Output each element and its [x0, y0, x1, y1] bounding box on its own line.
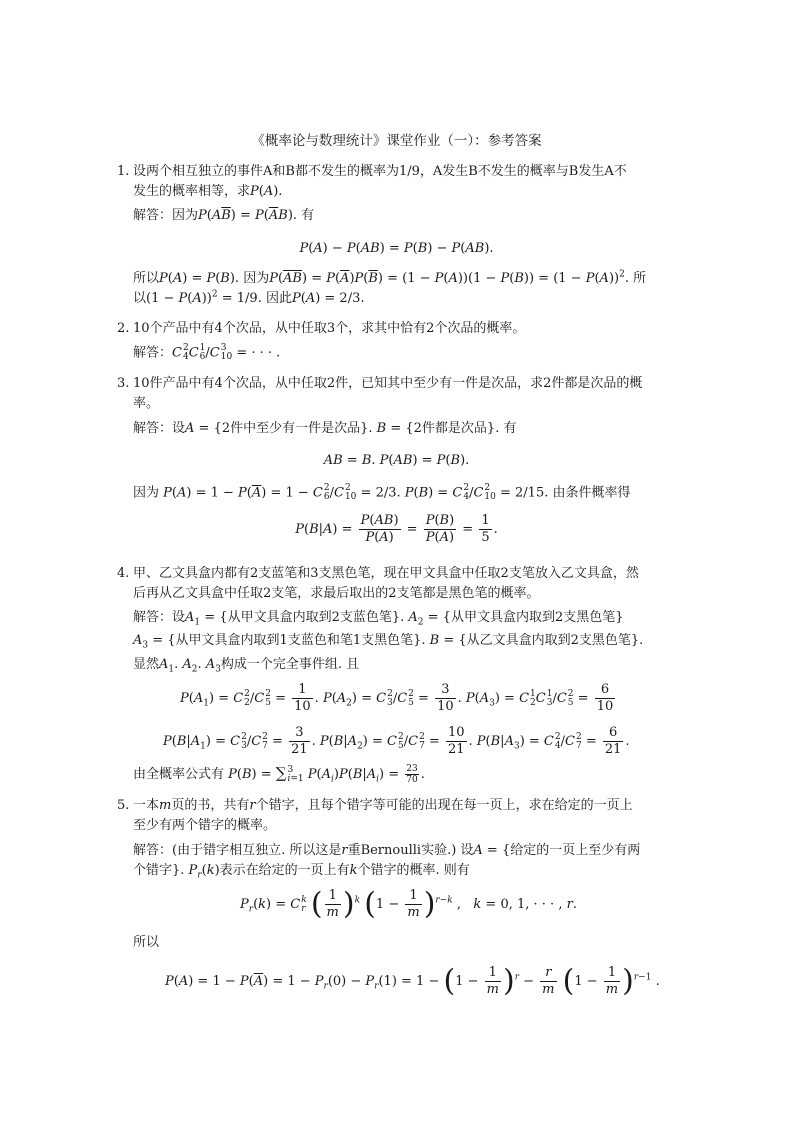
problem-3-number: 3.	[117, 376, 130, 391]
problem-1-answer-line-1: 所以P(A) = P(B). 因为$P(\overline{A}\overline{B}) = P(\overline{A})P(\overline{B}) = (1 - P(A))(1 - P(B)) = (1 - P(A))^2$. 所	[133, 269, 647, 286]
problem-4-answer-line-1: $A_3$ = {从甲文具盒内取到1支蓝色和笔1支黑色笔}. B = {从乙文具盒内取到2支黑色笔}.	[133, 633, 644, 651]
problem-3-display-equation: AB = B. P(AB) = P(B).	[323, 453, 470, 468]
problem-3-display-equation-2: P(B|A) = $\frac{P(AB)}{P(A)}$ = $\frac{P(B)}{P(A)}$ = $\frac{1}{5}$ .	[295, 513, 498, 545]
problem-3-question-line-2: 率。	[133, 396, 160, 411]
problem-4-answer-line-2: 显然$A_1$. $A_2$. $A_3$构成一个完全事件组. 且	[133, 657, 360, 675]
problem-3-question-line-1: 10件产品中有4个次品，从中任取2件，已知其中至少有一件是次品，求2件都是次品的概	[133, 376, 643, 391]
problem-4-conclusion: 由全概率公式有 P(B) = ∑ 3 i=1 $P(A_i)P(B|A_i)$ = $\frac{23}{70}$ .	[133, 764, 425, 785]
problem-1-display-equation: P(A) − P(AB) = P(B) − P(AB).	[299, 241, 494, 256]
problem-5-answer-line-1: 个错字}. $P_r(k)$表示在给定的一页上有k个错字的概率. 则有	[133, 863, 470, 881]
problem-5-question-line-2: 至少有两个错字的概率。	[133, 818, 277, 833]
problem-3-answer-intro: 解答：设A = {2件中至少有一件是次品}. B = {2件都是次品}. 有	[133, 421, 517, 436]
problem-3-answer-line-1: 因为 $P(A) = 1 - P(\overline{A}) = 1 - C$ 2 6 /C 2 10 = 2/3. P(B) = C 2 4 /C 2 10 = 2/15. 由条件概率得	[133, 483, 631, 502]
problem-1-answer-line-2: 以$(1 - P(A))^2 = 1/9$. 因此P(A) = 2/3.	[133, 289, 365, 306]
problem-5-display-equation-2: $P(A) = 1 - P(\overline{A}) = 1 - P_r(0) - P_r(1) = 1 - (1$ − $\frac{1}{m}$ )$^r$ − $\frac{r}{m}$ (1 − $\frac{1}{m}$ )$^{r-1}$ .	[165, 963, 660, 999]
problem-5-answer-intro: 解答：(由于错字相互独立. 所以这是r重Bernoulli实验.) 设A = {给定的一页上至少有两	[133, 843, 641, 858]
problem-2-question-line-1: 10个产品中有4个次品，从中任取3个，求其中恰有2个次品的概率。	[133, 321, 526, 336]
problem-4-display-equation: $P(A_1) = C$ 2 2 /C 2 5 = $\frac{1}{10}$ . $P(A_2) = C$ 2 3 /C 2 5 = $\frac{3}{10}$ . $P(A_3) = C$ 1 2 C 1 3 /C 2 5 = $\frac{6}{10}$	[180, 682, 614, 714]
problem-5-number: 5.	[117, 798, 130, 813]
problem-4-answer-intro: 解答：设$A_1$ = {从甲文具盒内取到2支蓝色笔}. $A_2$ = {从甲文具盒内取到2支黑色笔}	[133, 610, 624, 628]
problem-4-question-line-1: 甲、乙文具盒内都有2支蓝笔和3支黑色笔，现在甲文具盒中任取2支笔放入乙文具盒，然	[133, 566, 639, 581]
problem-5-display-equation: $P_r(k) = C$ k r ( $\frac{1}{m}$ )$^k$ (1 − $\frac{1}{m}$ )$^{r-k}$ , k = 0, 1, · · · , r.	[240, 886, 577, 922]
problem-1-question-line-2: 发生的概率相等，求P(A).	[133, 184, 283, 199]
problem-5-question-line-1: 一本m页的书，共有r个错字，且每个错字等可能的出现在每一页上，求在给定的一页上	[133, 798, 633, 813]
document-title: 《概率论与数理统计》课堂作业（一）：参考答案	[251, 133, 542, 149]
problem-2-number: 2.	[117, 321, 130, 336]
problem-4-display-equation-2: $P(B|A_1) = C$ 2 3 /C 2 7 = $\frac{3}{21}$ . $P(B|A_2) = C$ 2 5 /C 2 7 = $\frac{10}{21}$ . $P(B|A_3) = C$ 2 4 /C 2 7 = $\frac{6}{21}$ .	[163, 725, 630, 757]
problem-4-number: 4.	[117, 566, 130, 581]
problem-4-question-line-2: 后再从乙文具盒中任取2支笔，求最后取出的2支笔都是黑色笔的概率。	[133, 586, 540, 601]
problem-2-answer: 解答：C 2 4 C 1 6 /C 3 10 = · · · .	[133, 343, 281, 362]
problem-1-answer-intro: 解答：因为$P(A\overline{B}) = P(\overline{A}B)$. 有	[133, 208, 315, 223]
problem-1-question-line-1: 设两个相互独立的事件A和B都不发生的概率为1/9，A发生B不发生的概率与B发生A不	[133, 164, 627, 179]
problem-1-number: 1.	[117, 164, 130, 179]
problem-5-so-label: 所以	[133, 935, 160, 950]
